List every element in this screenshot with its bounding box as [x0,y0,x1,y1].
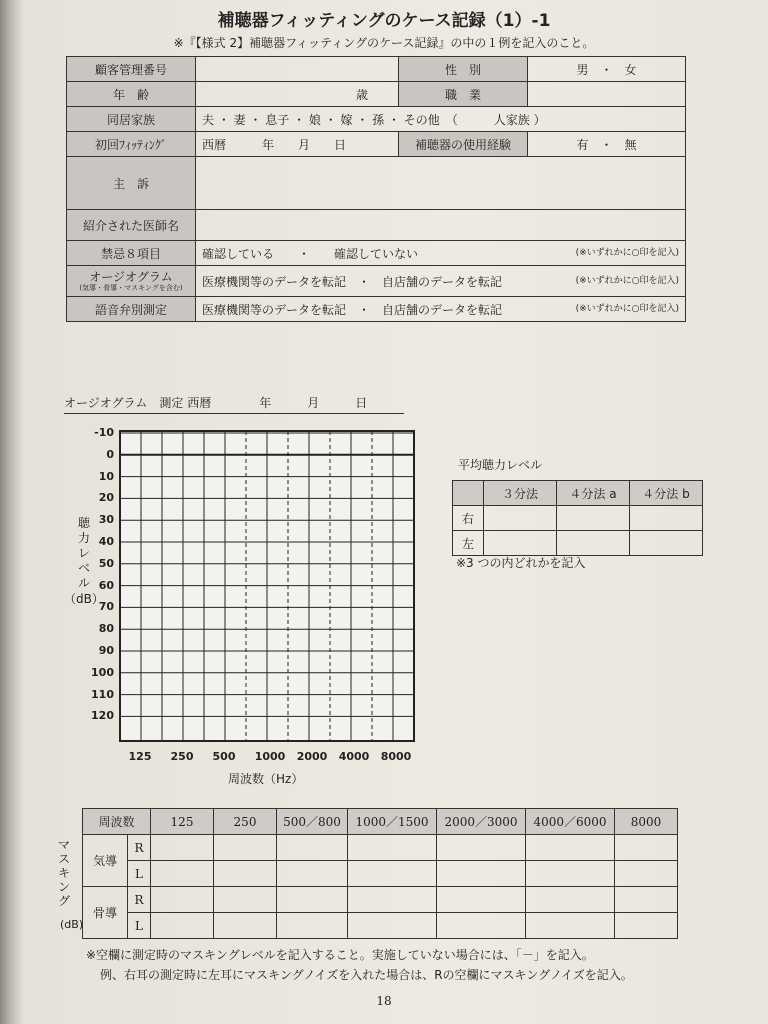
average-cell[interactable] [484,531,557,556]
masking-cell[interactable] [277,887,348,913]
average-header: ４分法 a [557,481,630,506]
average-row-label: 右 [453,506,484,531]
average-corner [453,481,484,506]
masking-char: ン [58,880,71,894]
experience-label: 補聴器の使用経験 [399,132,528,157]
masking-cell[interactable] [214,887,277,913]
masking-freq: 4000／6000 [526,809,615,835]
masking-cell[interactable] [151,835,214,861]
masking-freq-label: 周波数 [83,809,151,835]
masking-cell[interactable] [615,861,678,887]
masking-cell[interactable] [151,913,214,939]
y-title-char: レ [77,546,90,560]
average-header: ３分法 [484,481,557,506]
taboo-options: 確認している ・ 確認していない [202,246,419,261]
average-cell[interactable] [484,506,557,531]
y-tick-label: 60 [98,578,114,592]
instruction-note: ※『【様式 2】補聴器フィッティングのケース記録』の中の１例を記入のこと。 [173,36,595,50]
age-label: 年 齢 [67,82,196,107]
masking-table [82,808,678,939]
y-tick-label: 110 [91,687,114,701]
masking-freq: 1000／1500 [348,809,437,835]
y-tick-label: 20 [98,491,114,505]
x-axis-title: 周波数（Hz） [228,772,304,786]
masking-cell[interactable] [437,861,526,887]
footnote-2: 例、右耳の測定時に左耳にマスキングノイズを入れた場合は、Rの空欄にマスキングノイズを記入。 [100,968,633,982]
masking-cell[interactable] [437,887,526,913]
masking-char: グ [58,894,71,908]
x-tick-label: 1000 [254,750,286,763]
masking-cell[interactable] [526,861,615,887]
air-conduction-label: 気導 [83,835,128,887]
job-label: 職 業 [399,82,528,107]
ear-r-label: R [128,887,151,913]
x-tick-label: 500 [212,750,236,763]
ear-l-label: L [128,861,151,887]
masking-cell[interactable] [348,887,437,913]
bone-conduction-label: 骨導 [83,887,128,939]
doctor-label: 紹介された医師名 [67,210,196,241]
ear-l-label: L [128,913,151,939]
gender-field[interactable]: 男 ・ 女 [528,57,686,82]
family-field[interactable]: 夫 ・ 妻 ・ 息子 ・ 娘 ・ 嫁 ・ 孫 ・ その他 （ 人家族 ） [196,107,686,132]
y-title-char: 力 [77,531,90,545]
masking-cell[interactable] [277,835,348,861]
audiogram-note: (※いずれかに○印を記入) [575,275,679,286]
masking-char: ス [58,852,71,866]
y-tick-label: 30 [98,513,114,527]
footnote-1: ※空欄に測定時のマスキングレベルを記入すること。実施していない場合には、「－」を記入。 [86,948,594,962]
masking-cell[interactable] [214,913,277,939]
masking-cell[interactable] [277,861,348,887]
complaint-label: 主 訴 [67,157,196,210]
first-fitting-label: 初回ﾌｨｯﾃｨﾝｸﾞ [67,132,196,157]
masking-cell[interactable] [348,861,437,887]
average-note: ※3 つの内どれかを記入 [456,556,586,570]
masking-cell[interactable] [526,913,615,939]
average-cell[interactable] [557,531,630,556]
speech-note: (※いずれかに○印を記入) [575,303,679,314]
masking-cell[interactable] [615,835,678,861]
audiogram-label-text: オージオグラム [89,269,173,284]
audiogram-sub-label: (気導・骨導・マスキングを含む) [79,283,183,292]
taboo-note: (※いずれかに○印を記入) [575,247,679,258]
family-label: 同居家族 [67,107,196,132]
masking-freq: 250 [214,809,277,835]
masking-cell[interactable] [214,835,277,861]
y-tick-label: 100 [91,665,114,679]
page-number: 18 [376,994,392,1008]
audiogram-header: オージオグラム 測定 西暦 年 月 日 [64,394,404,414]
masking-freq: 125 [151,809,214,835]
masking-cell[interactable] [437,913,526,939]
experience-field[interactable]: 有 ・ 無 [528,132,686,157]
y-tick-label: 80 [98,622,114,636]
y-tick-label: -10 [94,426,114,439]
y-title-char: ベ [77,561,90,575]
masking-freq: 8000 [615,809,678,835]
taboo-label: 禁忌８項目 [67,241,196,266]
masking-freq: 500／800 [277,809,348,835]
x-tick-label: 250 [170,750,194,763]
masking-cell[interactable] [151,887,214,913]
masking-char: キ [58,866,71,880]
masking-cell[interactable] [151,861,214,887]
average-cell[interactable] [630,531,703,556]
age-field[interactable]: 歳 [196,82,399,107]
masking-cell[interactable] [348,913,437,939]
ear-r-label: R [128,835,151,861]
average-title: 平均聴力レベル [458,458,543,472]
audiogram-source-options: 医療機関等のデータを転記 ・ 自店舗のデータを転記 [202,274,503,289]
average-cell[interactable] [630,506,703,531]
y-tick-label: 50 [98,556,114,570]
masking-unit: (dB) [60,918,84,931]
x-tick-label: 125 [128,750,152,763]
x-tick-label: 8000 [380,750,412,763]
masking-cell[interactable] [437,835,526,861]
page-title: 補聴器フィッティングのケース記録（1）-1 [217,11,551,31]
masking-cell[interactable] [526,835,615,861]
average-table [452,480,703,556]
y-tick-label: 90 [98,644,114,657]
first-fitting-field[interactable]: 西暦 年 月 日 [196,132,399,157]
x-tick-label: 2000 [296,750,328,763]
y-axis-unit: （dB） [64,592,104,606]
gender-label: 性 別 [399,57,528,82]
average-header: ４分法 b [630,481,703,506]
masking-cell[interactable] [526,887,615,913]
masking-cell[interactable] [615,913,678,939]
speech-source-options: 医療機関等のデータを転記 ・ 自店舗のデータを転記 [202,302,503,317]
y-tick-label: 40 [98,535,114,548]
average-cell[interactable] [557,506,630,531]
average-row-label: 左 [453,531,484,556]
masking-side-label [58,838,72,908]
y-tick-label: 10 [98,469,114,483]
y-tick-label: 0 [106,447,114,461]
masking-freq: 2000／3000 [437,809,526,835]
masking-cell[interactable] [615,887,678,913]
masking-char: マ [58,838,71,852]
masking-cell[interactable] [277,913,348,939]
y-tick-label: 120 [91,709,114,723]
y-title-char: 聴 [77,516,90,530]
x-tick-label: 4000 [338,750,370,763]
customer-id-label: 顧客管理番号 [67,57,196,82]
speech-label: 語音弁別測定 [67,297,196,322]
masking-cell[interactable] [348,835,437,861]
masking-cell[interactable] [214,861,277,887]
y-title-char: ル [77,576,90,590]
y-tick-label: 70 [98,600,114,614]
